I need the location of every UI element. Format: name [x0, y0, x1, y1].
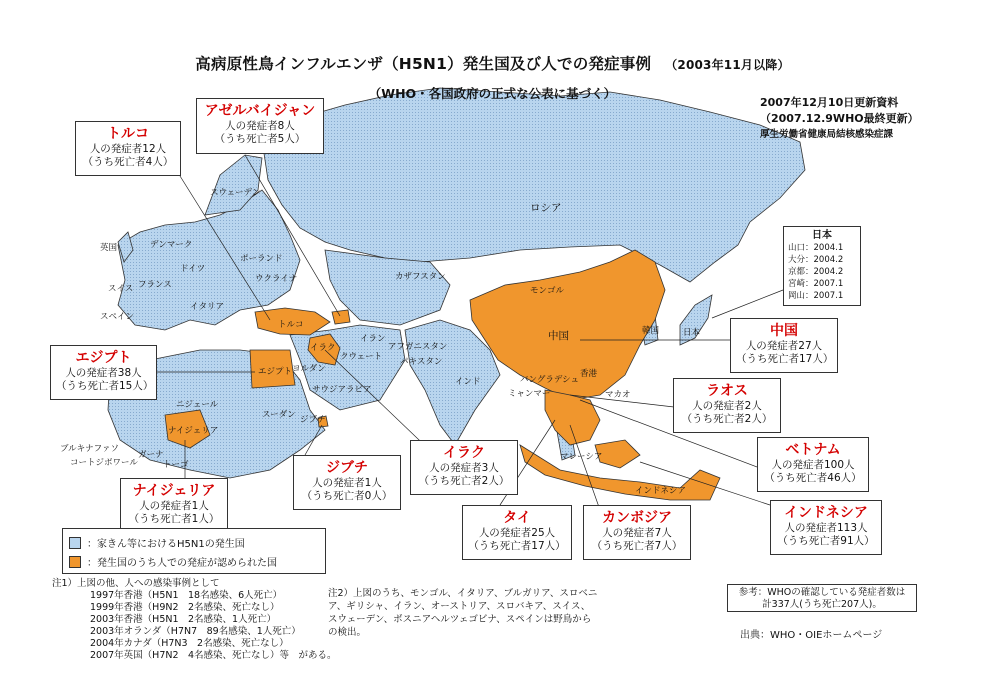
label-uk: 英国: [100, 243, 118, 253]
callout-turkey: [75, 121, 181, 176]
update-who: （2007.12.9WHO最終更新）: [760, 112, 919, 125]
label-poland: ポーランド: [240, 254, 283, 264]
callout-iraq: [410, 440, 518, 495]
china-cases: 人の発症者27人: [745, 340, 823, 352]
label-egypt: エジプト: [258, 367, 293, 377]
notes-1-item: 2007年英国（H7N2 4名感染、死亡なし）等 がある。: [90, 650, 337, 661]
label-ghana: ガーナ: [138, 450, 164, 460]
legend-swatch-orange: [69, 556, 81, 568]
iraq-deaths: （うち死亡者2人）: [418, 475, 510, 487]
label-bangladesh: バングラデシュ: [520, 375, 579, 385]
legend: [62, 528, 326, 574]
turkey-deaths: （うち死亡者4人）: [82, 156, 174, 168]
label-togo: トーゴ: [163, 460, 189, 470]
label-sweden: スウェーデン: [210, 188, 261, 198]
indonesia-deaths: （うち死亡者91人）: [777, 535, 875, 547]
nigeria-cases: 人の発症者1人: [139, 500, 209, 512]
callout-egypt: [50, 345, 157, 400]
notes-1-item: 2003年香港（H5N1 2名感染、1人死亡）: [90, 614, 277, 625]
thailand-cases: 人の発症者25人: [478, 527, 556, 539]
japan-box: [783, 226, 861, 306]
turkey-name: トルコ: [107, 126, 149, 142]
label-france: フランス: [138, 280, 172, 290]
label-russia: ロシア: [530, 202, 562, 214]
region-azerbaijan: [332, 310, 350, 324]
label-myanmar: ミャンマー: [508, 389, 551, 399]
indonesia-cases: 人の発症者113人: [784, 522, 868, 534]
label-niger: ニジェール: [176, 400, 219, 410]
djibouti-name: ジブチ: [326, 460, 368, 476]
legend-row-bird: [69, 535, 245, 550]
callout-azerbaijan: [196, 98, 324, 154]
reference-box: [727, 584, 917, 612]
japan-entry: 京都：2004.2: [788, 267, 844, 277]
cambodia-deaths: （うち死亡者7人）: [591, 540, 683, 552]
legend-swatch-blue: [69, 537, 81, 549]
callout-cambodia: [583, 505, 691, 560]
callout-thailand: [462, 505, 572, 560]
egypt-name: エジプト: [75, 350, 132, 366]
vietnam-name: ベトナム: [785, 442, 841, 458]
egypt-cases: 人の発症者38人: [65, 367, 142, 379]
azerbaijan-deaths: （うち死亡者5人）: [214, 133, 306, 145]
label-kuwait: クウェート: [340, 352, 383, 362]
japan-entry: 宮崎：2007.1: [788, 279, 844, 289]
laos-cases: 人の発症者2人: [692, 400, 762, 412]
azerbaijan-name: アゼルバイジャン: [204, 103, 316, 119]
notes-1-head: 注1）上図の他、人への感染事例として: [52, 578, 220, 589]
vietnam-deaths: （うち死亡者46人）: [764, 472, 862, 484]
label-pakistan: パキスタン: [400, 357, 443, 367]
reference-line-1: 参考：WHOの確認している発症者数は: [738, 587, 906, 598]
japan-entry: 岡山：2007.1: [788, 291, 844, 301]
china-deaths: （うち死亡者17人）: [736, 353, 834, 365]
page-title: [0, 52, 985, 74]
cambodia-name: カンボジア: [602, 510, 672, 526]
label-turkey: トルコ: [278, 320, 304, 330]
djibouti-deaths: （うち死亡者0人）: [301, 490, 393, 502]
legend-human-label: ：発生国のうち人での発症が認められた国: [87, 558, 277, 569]
label-indonesia: インドネシア: [635, 486, 686, 496]
japan-title: 日本: [812, 230, 832, 241]
notes-1-item: 1997年香港（H5N1 18名感染、6人死亡）: [90, 590, 283, 601]
label-malaysia: マレーシア: [560, 452, 603, 462]
label-china: 中国: [548, 330, 569, 342]
legend-bird-label: ：家きん等におけるH5N1の発生国: [87, 539, 245, 550]
turkey-cases: 人の発症者12人: [89, 143, 167, 155]
notes-1-item: 2003年オランダ（H7N7 89名感染、1人死亡）: [90, 626, 301, 637]
label-burkina: ブルキナファソ: [60, 444, 119, 454]
update-info: [760, 95, 919, 143]
iraq-name: イラク: [443, 445, 485, 461]
label-cote: コートジボワール: [70, 458, 138, 468]
reference-line-2: 計337人(うち死亡207人)。: [762, 599, 882, 610]
label-sudan: スーダン: [262, 410, 296, 420]
page-subtitle: （WHO・各国政府の正式な公表に基づく）: [368, 86, 617, 101]
label-iran: イラン: [360, 334, 386, 344]
callout-nigeria: [120, 478, 228, 533]
label-ukraine: ウクライナ: [255, 274, 298, 284]
label-korea: 韓国: [642, 326, 660, 336]
thailand-name: タイ: [503, 510, 531, 526]
notes-2: 注2）上図のうち、モンゴル、イタリア、ブルガリア、スロベニア、ギリシャ、イラン、オーストリア、スロバキア、スイス、スウェーデン、ボスニアヘルツェゴビナ、スペインは野鳥からの検出。: [328, 588, 598, 638]
thailand-deaths: （うち死亡者17人）: [468, 540, 566, 552]
update-dept: 厚生労働省健康局結核感染症課: [760, 129, 894, 140]
label-kazakhstan: カザフスタン: [395, 272, 446, 282]
title-since: （2003年11月以降）: [665, 58, 790, 72]
update-date: 2007年12月10日更新資料: [760, 96, 899, 109]
legend-row-human: [69, 554, 277, 569]
label-djibouti: ジブチ: [300, 415, 326, 425]
label-india: インド: [455, 377, 481, 387]
label-jordan: ヨルダン: [292, 364, 326, 374]
callout-laos: [673, 378, 781, 433]
label-iraq: イラク: [310, 343, 336, 353]
notes-1-item: 2004年カナダ（H7N3 2名感染、死亡なし）: [90, 638, 289, 649]
label-japan: 日本: [683, 328, 701, 338]
label-hongkong: 香港: [580, 369, 598, 379]
callout-china: [730, 318, 838, 373]
label-germany: ドイツ: [180, 264, 206, 274]
label-saudi: サウジアラビア: [312, 385, 372, 395]
nigeria-name: ナイジェリア: [132, 483, 216, 499]
label-nigeria: ナイジェリア: [168, 426, 219, 436]
callout-vietnam: [757, 437, 869, 492]
djibouti-cases: 人の発症者1人: [312, 477, 382, 489]
source-text: 出典：WHO・OIEホームページ: [740, 630, 883, 641]
iraq-cases: 人の発症者3人: [429, 462, 499, 474]
notes-1: [52, 578, 337, 662]
egypt-deaths: （うち死亡者15人）: [56, 380, 154, 392]
japan-entry: 大分：2004.2: [788, 255, 844, 265]
label-italy: イタリア: [190, 302, 225, 312]
china-name: 中国: [770, 323, 798, 339]
region-se-asia: [545, 390, 600, 445]
nigeria-deaths: （うち死亡者1人）: [128, 513, 220, 525]
label-swiss: スイス: [108, 284, 134, 294]
label-macao: マカオ: [605, 390, 631, 400]
azerbaijan-cases: 人の発症者8人: [225, 120, 295, 132]
japan-entry: 山口：2004.1: [788, 243, 844, 253]
title-main: 高病原性鳥インフルエンザ（H5N1）発生国及び人での発症事例: [195, 55, 652, 73]
laos-name: ラオス: [706, 383, 748, 399]
callout-djibouti: [293, 455, 401, 510]
callout-indonesia: [770, 500, 882, 555]
label-afghanistan: アフガニスタン: [388, 342, 448, 352]
laos-deaths: （うち死亡者2人）: [681, 413, 773, 425]
label-mongolia: モンゴル: [530, 286, 565, 296]
cambodia-cases: 人の発症者7人: [602, 527, 672, 539]
indonesia-name: インドネシア: [784, 505, 868, 521]
label-spain: スペイン: [100, 312, 135, 322]
notes-1-item: 1999年香港（H9N2 2名感染、死亡なし）: [90, 602, 280, 613]
label-denmark: デンマーク: [150, 240, 193, 250]
vietnam-cases: 人の発症者100人: [771, 459, 855, 471]
